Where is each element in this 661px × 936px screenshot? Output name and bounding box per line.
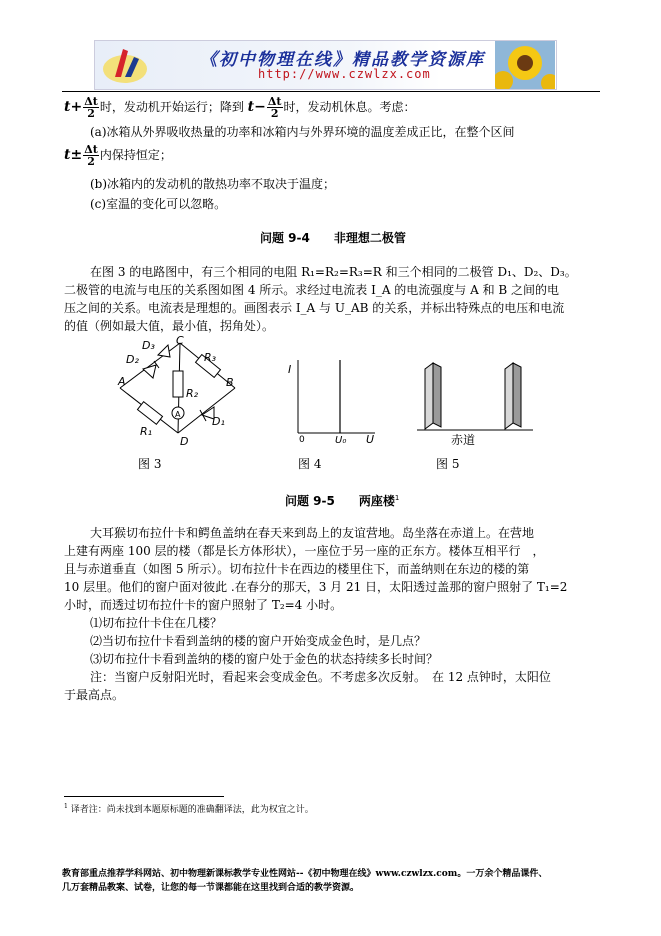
note-line-2: 于最高点。 (64, 688, 125, 702)
resistor-r1 (137, 402, 162, 425)
label-d1: D₁ (212, 415, 225, 428)
node-label-c: C (176, 334, 184, 347)
banner-url[interactable]: http://www.czwlzx.com (258, 67, 431, 81)
ammeter-label: A (175, 410, 181, 419)
origin-label: 0 (299, 435, 305, 445)
figure-5-caption: 图 5 (436, 457, 460, 471)
problem-9-4-text-4: 的值（例如最大值，最小值，拐角处）。 (64, 319, 275, 333)
label-d3: D₃ (142, 339, 155, 352)
footer-line-2: 几万套精品教案、试卷，让您的每一节课都能在这里找到合适的教学资源。 (62, 883, 360, 893)
problem-9-4-text-2: 二极管的电流与电压的关系图如图 4 所示。求经过电流表 I_A 的电流强度与 A 和 B 之间的电 (64, 283, 560, 297)
problem-9-5-text-1: 大耳猴切布拉什卡和鳄鱼盖纳在春天来到岛上的友谊营地。岛坐落在赤道上。在营地 (90, 526, 535, 540)
east-building-side (505, 363, 513, 429)
label-r3: R₃ (204, 351, 217, 364)
footnote-rule (64, 796, 224, 797)
footer-line-1: 教育部重点推荐学科网站、初中物理新课标教学专业性网站--《初中物理在线》www.czwlzx.com。一万余个精品课件、 (62, 869, 548, 879)
intro-item-c: (c)室温的变化可以忽略。 (90, 197, 227, 211)
east-building-face (513, 363, 521, 427)
figure-4-caption: 图 4 (298, 457, 322, 471)
diode-d3-icon (158, 345, 170, 357)
west-building-side (425, 363, 433, 429)
footnote-text: 译者注：尚未找到本题原标题的准确翻译法，此为权宜之计。 (70, 805, 314, 815)
problem-9-5-text-3: 且与赤道垂直（如图 5 所示）。切布拉什卡在西边的楼里住下，而盖纳则在东边的楼的第 (64, 562, 530, 576)
footnote-mark: 1 (64, 803, 68, 810)
label-d2: D₂ (126, 353, 139, 366)
problem-9-5-heading: 问题 9-5 两座楼$^1$ (285, 494, 400, 508)
problem-9-5-text-5: 小时，而透过切布拉什卡的窗户照射了 T₂=4 小时。 (64, 598, 343, 612)
node-label-d: D (180, 435, 189, 448)
label-r1: R₁ (140, 425, 153, 438)
resistor-r2 (173, 371, 183, 397)
axis-label-u: U (366, 433, 375, 445)
question-3: ⑶切布拉什卡看到盖纳的楼的窗户处于金色的状态持续多长时间？ (90, 652, 439, 666)
figure-3-circuit (110, 333, 240, 448)
axis-label-i: I (288, 363, 292, 376)
equator-label: 赤道 (451, 433, 476, 447)
footnote (64, 802, 314, 815)
question-2: ⑵当切布拉什卡看到盖纳的楼的窗户开始变成金色时，是几点？ (90, 634, 427, 648)
intro-line-3: t± $\frac{\Delta t}{2}$ 内保持恒定； (64, 143, 172, 168)
problem-9-4-text-1: 在图 3 的电路图中，有三个相同的电阻 R₁=R₂=R₃=R 和三个相同的二极管 D₁、D₂、D₃。 (90, 265, 577, 279)
banner-title: 《初中物理在线》精品教学资源库 (200, 50, 485, 70)
sunflower-image (495, 41, 555, 89)
intro-line-1: t+ $\frac{\Delta t}{2}$ 时，发动机开始运行；降到 t− $\frac{\Delta t}{2}$ 时，发动机休息。考虑： (64, 95, 416, 120)
problem-9-5-text-2: 上建有两座 100 层的楼（都是长方体形状），一座位于另一座的正东方。楼体互相平行 ， (64, 544, 545, 558)
footnote-ref: 1 (394, 494, 400, 502)
node-label-a: A (118, 375, 126, 388)
problem-9-4-text-3: 压之间的关系。电流表是理想的。画图表示 I_A 与 U_AB 的关系，并标出特殊点的电压和电流 (64, 301, 565, 315)
header-rule (62, 91, 600, 92)
west-building-face (433, 363, 441, 427)
figure-5-buildings (415, 357, 535, 449)
intro-item-b: (b)冰箱内的发动机的散热功率不取决于温度； (90, 177, 336, 191)
problem-9-4-heading: 问题 9-4 非理想二极管 (260, 231, 406, 245)
logo-icon (101, 43, 153, 87)
diode-d2-icon (143, 365, 156, 378)
node-label-b: B (226, 376, 234, 389)
header-banner (94, 40, 557, 90)
u0-label: U₀ (335, 435, 347, 445)
problem-9-5-text-4: 10 层里。他们的窗户面对彼此 .在春分的那天，3 月 21 日，太阳透过盖那的窗户照射了 T₁=2 (64, 580, 568, 594)
label-r2: R₂ (186, 387, 199, 400)
figure-4-graph (280, 355, 380, 445)
question-1: ⑴切布拉什卡住在几楼？ (90, 616, 223, 630)
intro-item-a: (a)冰箱从外界吸收热量的功率和冰箱内与外界环境的温度差成正比，在整个区间 (90, 125, 515, 139)
figure-3-caption: 图 3 (138, 457, 162, 471)
note-line-1: 注：当窗户反射阳光时，看起来会变成金色。不考虑多次反射。 在 12 点钟时，太阳位 (90, 670, 551, 684)
